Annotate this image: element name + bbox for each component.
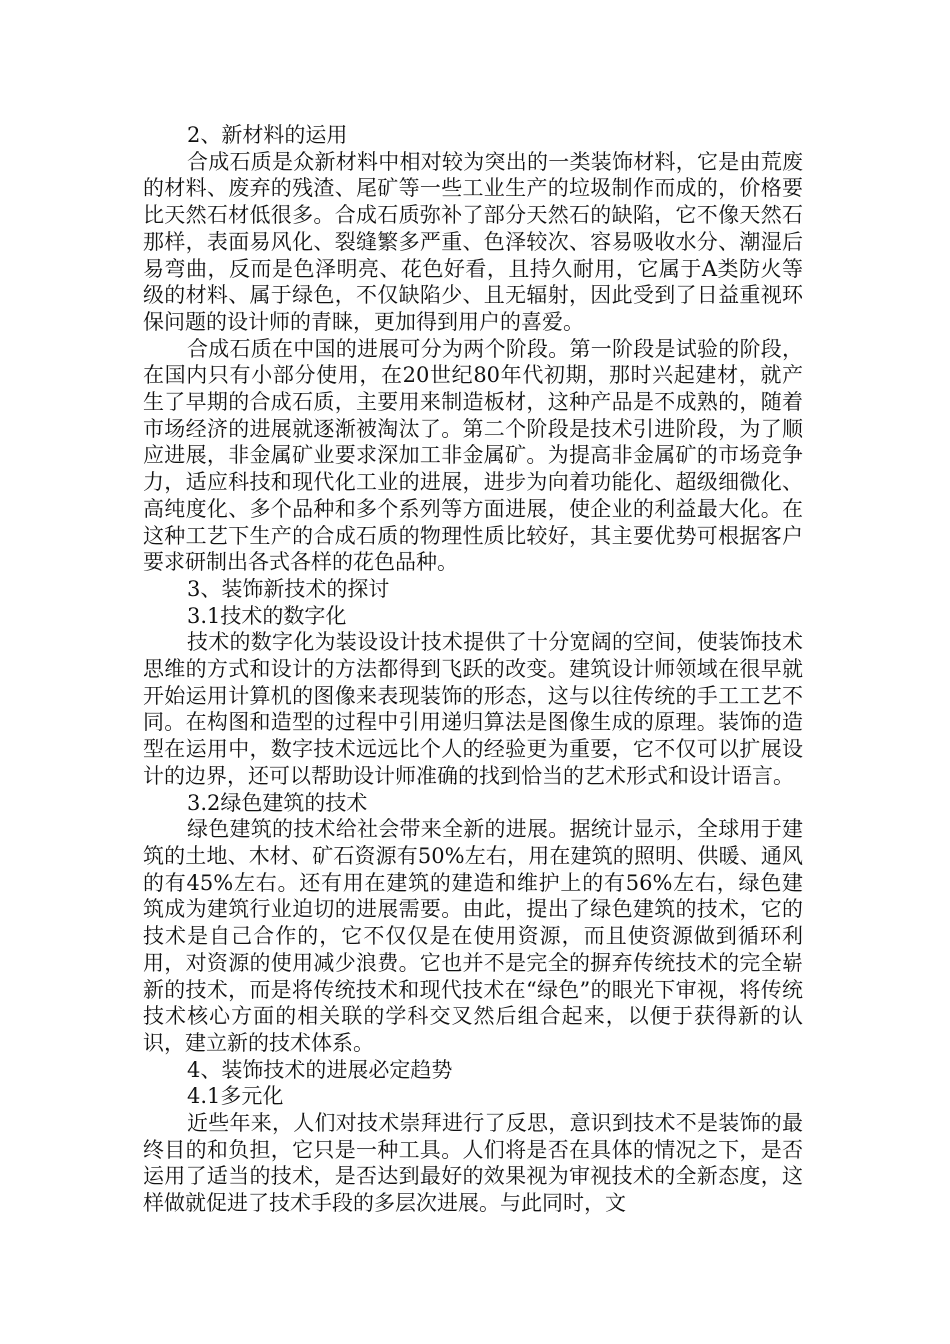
section-heading: 2、新材料的运用 xyxy=(187,123,348,147)
body-paragraph: 绿色建筑的技术给社会带来全新的进展。据统计显示，全球用于建筑的土地、木材、矿石资源有50%左右，用在建筑的照明、供暖、通风的有45%左右。还有用在建筑的建造和维护上的有56%左右，绿色建筑成为建筑行业迫切的进展需要。由此，提出了绿色建筑的技术，它的技术是自己合作的，它不仅仅是在使用资源，而且使资源做到循环利用，对资源的使用减少浪费。它也并不是完全的摒弃传统技术的完全崭新的技术，而是将传统技术和现代技术在“绿色”的眼光下审视，将传统技术核心方面的相关联的学科交叉然后组合起来，以便于获得新的认识，建立新的技术体系。 xyxy=(143,817,803,1055)
body-paragraph: 近些年来，人们对技术崇拜进行了反思，意识到技术不是装饰的最终目的和负担，它只是一种工具。人们将是否在具体的情况之下，是否运用了适当的技术，是否达到最好的效果视为审视技术的全新态度，这样做就促进了技术手段的多层次进展。与此同时，文 xyxy=(143,1111,803,1216)
subsection-heading: 4.1多元化 xyxy=(187,1084,284,1109)
section-heading: 3、装饰新技术的探讨 xyxy=(187,576,390,601)
document-page xyxy=(143,122,803,1217)
subsection-heading: 3.1技术的数字化 xyxy=(187,603,347,628)
section-heading: 4、装饰技术的进展必定趋势 xyxy=(187,1057,453,1082)
body-paragraph: 合成石质在中国的进展可分为两个阶段。第一阶段是试验的阶段，在国内只有小部分使用，在20世纪80年代初期，那时兴起建材，就产生了早期的合成石质，主要用来制造板材，这种产品是不成熟的，随着市场经济的进展就逐渐被淘汰了。第二个阶段是技术引进阶段，为了顺应进展，非金属矿业要求深加工非金属矿。为提高非金属矿的市场竞争力，适应科技和现代化工业的进展，进步为向着功能化、超级细微化、高纯度化、多个品种和多个系列等方面进展，使企业的利益最大化。在这种工艺下生产的合成石质的物理性质比较好，其主要优势可根据客户要求研制出各式各样的花色品种。 xyxy=(143,336,803,575)
subsection-heading: 3.2绿色建筑的技术 xyxy=(187,790,368,815)
body-paragraph: 合成石质是众新材料中相对较为突出的一类装饰材料，它是由荒废的材料、废弃的残渣、尾矿等一些工业生产的垃圾制作而成的，价格要比天然石材低很多。合成石质弥补了部分天然石的缺陷，它不像天然石那样，表面易风化、裂缝繁多严重、色泽较次、容易吸收水分、潮湿后易弯曲，反而是色泽明亮、花色好看，且持久耐用，它属于A类防火等级的材料、属于绿色，不仅缺陷少、且无辐射，因此受到了日益重视环保问题的设计师的青睐，更加得到用户的喜爱。 xyxy=(143,149,803,334)
body-paragraph: 技术的数字化为装设设计技术提供了十分宽阔的空间，使装饰技术思维的方式和设计的方法都得到飞跃的改变。建筑设计师领域在很早就开始运用计算机的图像来表现装饰的形态，这与以往传统的手工工艺不同。在构图和造型的过程中引用递归算法是图像生成的原理。装饰的造型在运用中，数字技术远远比个人的经验更为重要，它不仅可以扩展设计的边界，还可以帮助设计师准确的找到恰当的艺术形式和设计语言。 xyxy=(143,630,803,788)
